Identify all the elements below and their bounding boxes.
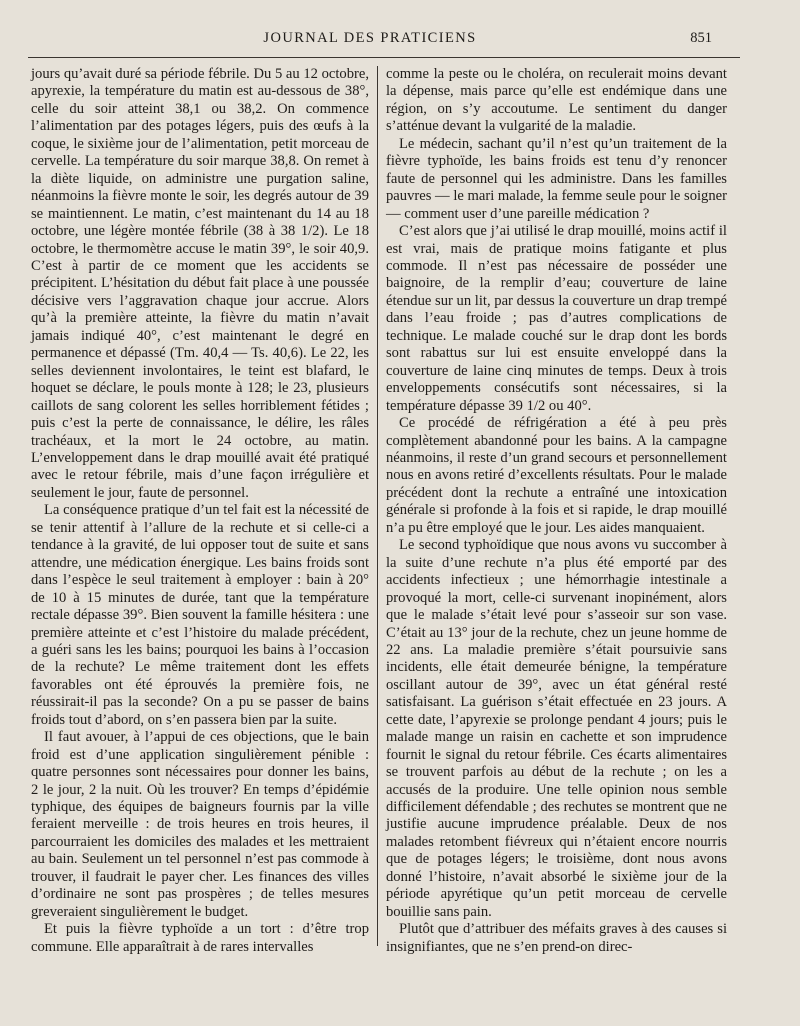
paragraph: Il faut avouer, à l’appui de ces objections, que le bain froid est d’une application singulièrement pénible : quatre personnes sont nécessaires pour donner les bains, 2 le jour, 2 la nuit. Où les trouver? En temps d’épidémie typhique, des équipes de baigneurs fournis par la ville feraient merveille : de trois heures en trois heures, il parcourraient les domiciles des malades et les mettraient au bain. Seulement un tel personnel n’est pas commode à trouver, il faudrait le payer cher. Les finances des villes d’ordinaire ne sont pas prospères ; de telles mesures greveraient singulièrement le budget. [31, 729, 369, 920]
left-column [31, 66, 369, 956]
paragraph: La conséquence pratique d’un tel fait est la nécessité de se tenir attentif à l’allure de la rechute et si celle-ci a tendance à la gravité, de lui opposer tout de suite et sans attendre, une médication énergique. Les bains froids sont dans l’espèce le seul traitement à employer : bain à 20° de 10 à 15 minutes de durée, tant que la température rectale dépasse 39°. Bien souvent la famille hésitera : une première atteinte et c’est l’histoire du malade précédent, a guéri sans les les bains; pourquoi les bains à l’occasion de la rechute? Le même traitement dont les effets favorables ont été éprouvés la première fois, ne réussirait-il pas la seconde? On a pu se passer de bains froids tout d’abord, on s’en passera bien par la suite. [31, 502, 369, 728]
paragraph: Le médecin, sachant qu’il n’est qu’un traitement de la fièvre typhoïde, les bains froids est tenu d’y renoncer faute de personnel qui les administre. Dans les familles pauvres — le mari malade, la femme seule pour le soigner — comment user d’une pareille médication ? [386, 135, 727, 222]
paragraph: C’est alors que j’ai utilisé le drap mouillé, moins actif il est vrai, mais de pratique moins fatigante et plus commode. Il n’est pas nécessaire de posséder une baignoire, de la remplir d’eau; couverture de laine étendue sur un lit, par dessus la couverture un drap trempé dans l’eau froide ; pas d’autres complications de technique. Le malade couché sur le drap dont les bords sont rabattus sur lui est ensuite enveloppé dans la couverture de laine cinq minutes de temps. Deux à trois enveloppements consécutifs sont nécessaires, si la température dépasse 39 1/2 ou 40°. [386, 223, 727, 414]
journal-title: JOURNAL DES PRATICIENS [263, 30, 477, 46]
paragraph: Le second typhoïdique que nous avons vu succomber à la suite d’une rechute n’a plus été emporté par des accidents infectieux ; une hémorrhagie intestinale a provoqué la mort, celle-ci survenant inopinément, alors que le malade s’était levé pour s’asseoir sur son vase. C’était au 13° jour de la rechute, chez un jeune homme de 22 ans. La maladie première s’était poursuivie sans incidents, elle était demeurée bénigne, la température oscillant autour de 39°, avec un état général resté satisfaisant. La guérison s’était effectuée en 23 jours. A cette date, l’apyrexie se prolonge pendant 4 jours; puis le malade mange un raisin en cachette et son imprudence fournit le signal du retour fébrile. Ces écarts alimentaires se trouvent parfois au début de la rechute ; on les a accusés de la produire. Une telle opinion nous semble difficilement défendable ; des rechutes se montrent que ne justifie aucune imprudence préalable. Deux de nos malades retombent fiévreux qui n’étaient encore nourris que de potages légers; le troisième, dont nous avons donné l’histoire, n’avait absorbé le sixième jour de la période apyrétique qu’un petit morceau de cervelle bouillie sans pain. [386, 537, 727, 920]
paragraph: Ce procédé de réfrigération a été à peu près complètement abandonné pour les bains. A la campagne néanmoins, il reste d’un grand secours et personnellement nous en avons retiré d’excellents résultats. Pour le malade précédent dont la rechute a entraîné une intoxication générale si profonde à la fois et si rapide, le drap mouillé n’a pu être employé que le jour. Les aides manquaient. [386, 415, 727, 536]
header-rule [28, 57, 740, 58]
paragraph: Plutôt que d’attribuer des méfaits graves à des causes si insignifiantes, que ne s’en prend-on direc- [386, 921, 727, 955]
paragraph: comme la peste ou le choléra, on reculerait moins devant la dépense, mais parce qu’elle est endémique dans une région, on s’y accoutume. Le sentiment du danger s’atténue devant la vulgarité de la maladie. [386, 66, 727, 135]
paragraph: Et puis la fièvre typhoïde a un tort : d’être trop commune. Elle apparaîtrait à de rares intervalles [31, 921, 369, 955]
column-divider [377, 66, 378, 946]
running-head [0, 30, 800, 50]
paragraph: jours qu’avait duré sa période fébrile. Du 5 au 12 octobre, apyrexie, la température du matin est au-dessous de 38°, celle du soir atteint 38,1 ou 38,2. On commence l’alimentation par des potages légers, puis des œufs à la coque, le sixième jour de l’alimentation, petit morceau de cervelle. La température du soir marque 38,8. On remet à la diète liquide, on administre une purgation saline, néanmoins la fièvre monte le soir, les degrés autour de 39 se maintiennent. Le matin, c’est maintenant du 14 au 18 octobre, une légère montée fébrile (38 à 38 1/2). Le 18 octobre, le thermomètre accuse le matin 39°, le soir 40,9. C’est à partir de ce moment que les accidents se précipitent. L’hésitation du début fait place à une poussée décisive vers l’aggravation chaque jour accrue. Alors qu’à la première atteinte, la fièvre du matin n’avait jamais indiqué 40°, c’est maintenant le degré en permanence et dépassé (Tm. 40,4 — Ts. 40,6). Le 22, les selles deviennent involontaires, le teint est blafard, le hoquet se déclare, le pouls monte à 128; le 23, plusieurs caillots de sang colorent les selles horriblement fétides ; puis c’est la perte de connaissance, le délire, les râles trachéaux, et la mort le 24 octobre, au matin. L’enveloppement dans le drap mouillé avait été pratiqué avec le retour fébrile, mais d’une façon irrégulière et seulement le jour, faute de personnel. [31, 66, 369, 501]
right-column [386, 66, 727, 956]
page-number: 851 [690, 30, 712, 46]
